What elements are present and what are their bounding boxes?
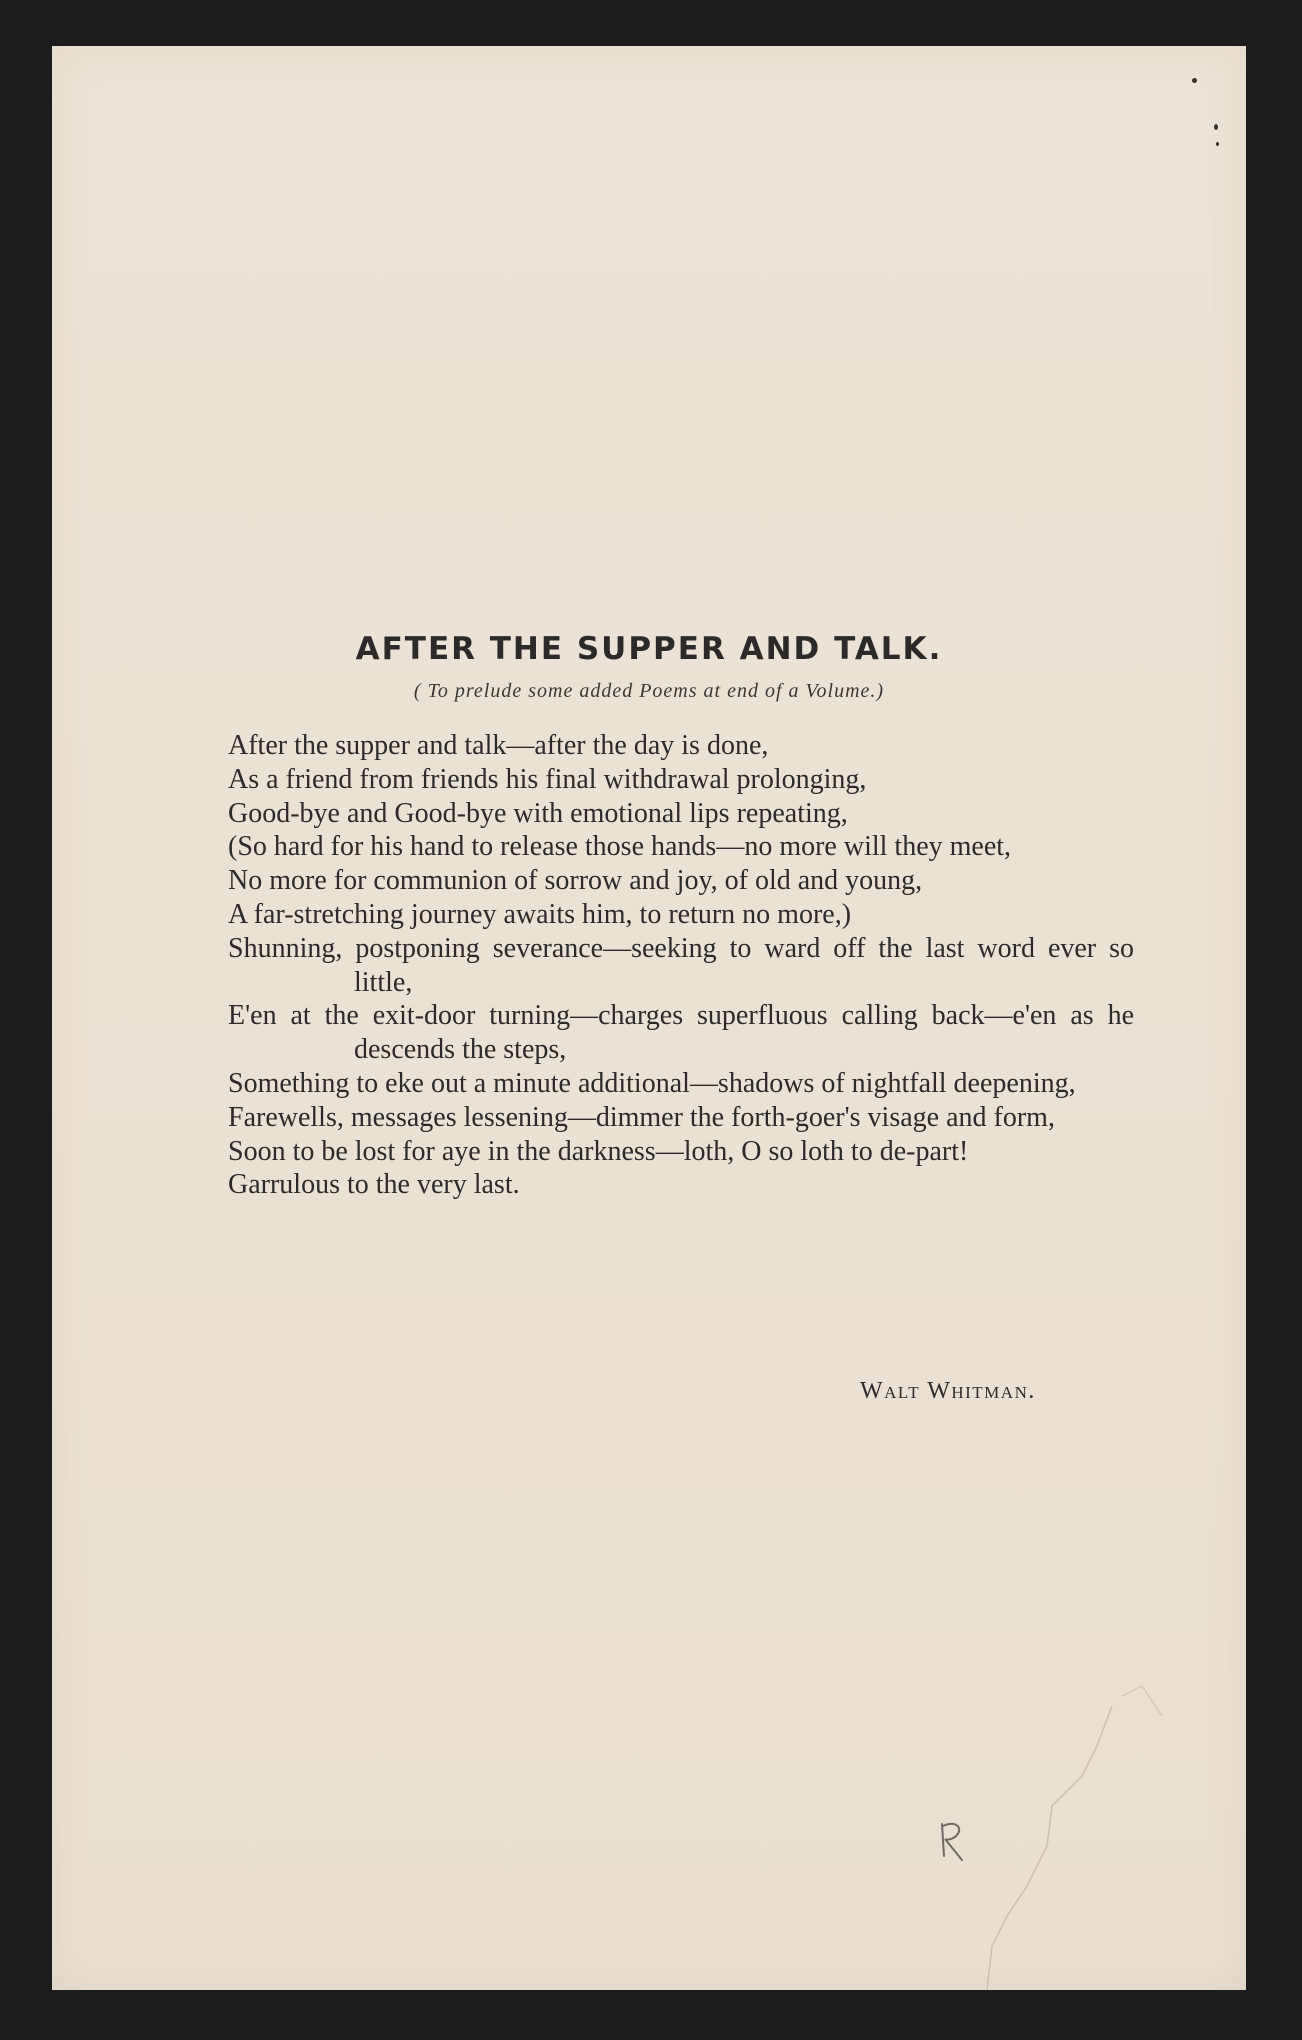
poem-line: No more for communion of sorrow and joy, of old and young,	[228, 865, 923, 897]
poem-subtitle: ( To prelude some added Poems at end of a Volume.)	[413, 680, 885, 702]
poem-line: Good-bye and Good-bye with emotional lips repeating,	[228, 797, 848, 829]
poem-line: As a friend from friends his final withdrawal prolonging,	[228, 763, 867, 795]
paper-sheet	[52, 46, 1246, 1990]
poem-line: Farewells, messages lessening—dimmer the forth-goer's visage and form,	[228, 1101, 1055, 1133]
paper-crease-lines	[52, 46, 1246, 1990]
poem-line: After the supper and talk—after the day is done,	[228, 730, 769, 761]
poem-line: E'en at the exit-door turning—charges superfluous calling back—e'en as he descends the steps,	[228, 1000, 1134, 1066]
poem-line: A far-stretching journey awaits him, to return no more,)	[228, 898, 852, 930]
poem-line: Soon to be lost for aye in the darkness—loth, O so loth to de-part!	[228, 1135, 969, 1167]
poem-title: AFTER THE SUPPER AND TALK.	[355, 631, 943, 667]
poem-line: Shunning, postponing severance—seeking to ward off the last word ever so little,	[228, 932, 1134, 998]
poem-line: Something to eke out a minute additional—shadows of nightfall deepening,	[228, 1067, 1076, 1099]
poem-line: Garrulous to the very last.	[228, 1169, 520, 1201]
poem-line: (So hard for his hand to release those hands—no more will they meet,	[228, 831, 1012, 863]
author-signature: Walt Whitman.	[860, 1378, 1036, 1404]
